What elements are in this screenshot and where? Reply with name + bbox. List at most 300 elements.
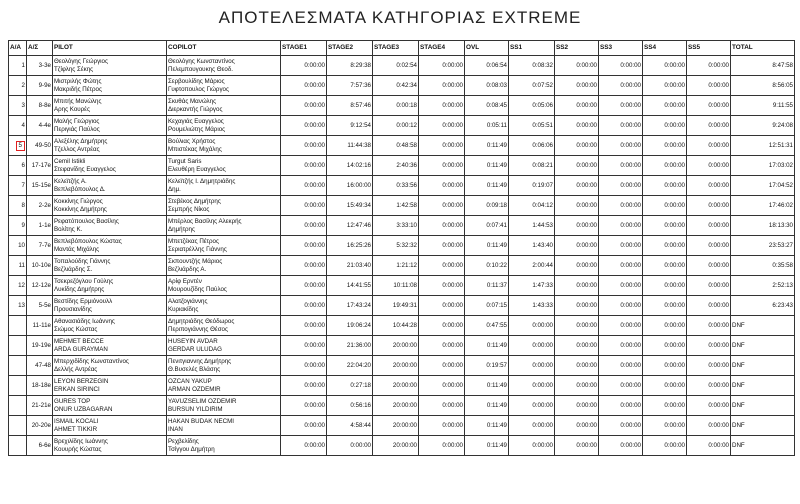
cell-aa: 7 (9, 176, 27, 196)
cell-total: 9:11:55 (731, 96, 795, 116)
table-row (9, 96, 795, 116)
cell-copilot (167, 156, 281, 176)
cell-aa: 10 (9, 236, 27, 256)
cell-stage2: 21:36:00 (327, 336, 373, 356)
cell-ss5: 0:00:00 (687, 116, 731, 136)
cell-stage2: 15:49:34 (327, 196, 373, 216)
cell-ss2: 0:00:00 (555, 176, 599, 196)
pilot-name: Μαντάς Μιχάλης (54, 245, 100, 253)
cell-stage4: 0:00:00 (419, 316, 465, 336)
table-row (9, 336, 795, 356)
cell-stage1: 0:00:00 (281, 236, 327, 256)
cell-ss5: 0:00:00 (687, 416, 731, 436)
cell-ss3: 0:00:00 (599, 136, 643, 156)
copilot-name: Περιπογιάννης Θέσος (168, 325, 228, 333)
table-row (9, 136, 795, 156)
cell-pilot (53, 416, 167, 436)
cell-ss2: 0:00:00 (555, 236, 599, 256)
cell-total: 2:52:13 (731, 276, 795, 296)
cell-stage1: 0:00:00 (281, 336, 327, 356)
cell-stage3: 0:33:56 (373, 176, 419, 196)
pilot-name: Τζελλος Αντρέας (54, 145, 100, 153)
cell-as: 15-15e (27, 176, 53, 196)
copilot-name: Διερκαντής Γιώργος (168, 105, 223, 113)
cell-aa: 6 (9, 156, 27, 176)
copilot-name: Μουρουζίδης Παύλος (168, 285, 227, 293)
pilot-name: Μπιτής Μανώλης (54, 98, 102, 106)
copilot-name: Βεζλιάρδης Α. (168, 265, 207, 273)
cell-ss2: 0:00:00 (555, 56, 599, 76)
cell-pilot (53, 396, 167, 416)
cell-copilot (167, 76, 281, 96)
pilot-name: Στεφανίδης Ευαγγελος (54, 165, 116, 173)
cell-ss2: 0:00:00 (555, 156, 599, 176)
cell-ovl: 0:11:49 (465, 176, 509, 196)
cell-ss5: 0:00:00 (687, 196, 731, 216)
cell-ss1: 0:05:06 (509, 96, 555, 116)
cell-copilot (167, 416, 281, 436)
cell-total: DNF (731, 416, 795, 436)
cell-ss1: 0:07:52 (509, 76, 555, 96)
header-ss1: SS1 (509, 41, 555, 56)
header-copilot: COPILOT (167, 41, 281, 56)
pilot-name: Βολίτης Κ. (54, 225, 83, 233)
copilot-name: Κελεϊτζής Ι. Δημητριάδης (168, 178, 236, 186)
cell-aa (9, 136, 27, 156)
cell-ss4: 0:00:00 (643, 336, 687, 356)
table-row (9, 196, 795, 216)
cell-ss1: 0:08:32 (509, 56, 555, 76)
copilot-name: Δημητριάδης Θεόδωρος (168, 318, 235, 326)
cell-ss3: 0:00:00 (599, 296, 643, 316)
cell-stage2: 8:57:46 (327, 96, 373, 116)
cell-as: 7-7e (27, 236, 53, 256)
cell-ovl: 0:07:41 (465, 216, 509, 236)
copilot-name: GERDAR ULUDAG (168, 345, 222, 353)
cell-ss4: 0:00:00 (643, 236, 687, 256)
cell-ss5: 0:00:00 (687, 136, 731, 156)
table-row (9, 216, 795, 236)
cell-ss4: 0:00:00 (643, 56, 687, 76)
cell-ss4: 0:00:00 (643, 116, 687, 136)
cell-copilot (167, 316, 281, 336)
cell-ovl: 0:19:57 (465, 356, 509, 376)
cell-stage2: 4:58:44 (327, 416, 373, 436)
cell-stage3: 5:32:32 (373, 236, 419, 256)
cell-stage2: 0:56:16 (327, 396, 373, 416)
pilot-name: Μιστριλής Φώτης (54, 78, 102, 86)
cell-ovl: 0:11:49 (465, 396, 509, 416)
cell-stage4: 0:00:00 (419, 436, 465, 456)
header-ss4: SS4 (643, 41, 687, 56)
cell-pilot (53, 436, 167, 456)
copilot-name: Κεχαγιάς Ευαγγελος (168, 118, 224, 126)
copilot-name: Ελευθέρη Ευαγγελος (168, 165, 226, 173)
copilot-name: OZCAN YAKUP (168, 378, 212, 386)
cell-stage3: 20:00:00 (373, 336, 419, 356)
cell-aa (9, 416, 27, 436)
cell-ss5: 0:00:00 (687, 436, 731, 456)
cell-stage3: 2:40:36 (373, 156, 419, 176)
cell-stage3: 3:33:10 (373, 216, 419, 236)
copilot-name: Αρίφ Ερντέν (168, 278, 202, 286)
cell-ss2: 0:00:00 (555, 136, 599, 156)
cell-total: 9:24:08 (731, 116, 795, 136)
cell-stage3: 20:00:00 (373, 436, 419, 456)
cell-ss1: 2:00:44 (509, 256, 555, 276)
cell-total: 8:47:58 (731, 56, 795, 76)
cell-aa (9, 376, 27, 396)
header-stage1: STAGE1 (281, 41, 327, 56)
pilot-name: Θεολόγης Γεώργιος (54, 58, 108, 66)
cell-stage4: 0:00:00 (419, 96, 465, 116)
cell-ss3: 0:00:00 (599, 356, 643, 376)
cell-stage4: 0:00:00 (419, 236, 465, 256)
cell-ss5: 0:00:00 (687, 336, 731, 356)
cell-ss1: 0:08:21 (509, 156, 555, 176)
cell-stage1: 0:00:00 (281, 416, 327, 436)
cell-copilot (167, 396, 281, 416)
cell-as: 1-1e (27, 216, 53, 236)
cell-ss5: 0:00:00 (687, 296, 731, 316)
cell-ss1: 0:04:12 (509, 196, 555, 216)
cell-copilot (167, 136, 281, 156)
cell-as: 11-11e (27, 316, 53, 336)
cell-copilot (167, 216, 281, 236)
cell-stage1: 0:00:00 (281, 56, 327, 76)
cell-ss4: 0:00:00 (643, 436, 687, 456)
cell-stage4: 0:00:00 (419, 156, 465, 176)
pilot-name: Cemil Istikli (54, 158, 86, 166)
cell-copilot (167, 56, 281, 76)
cell-stage4: 0:00:00 (419, 256, 465, 276)
cell-stage4: 0:00:00 (419, 376, 465, 396)
cell-stage3: 20:00:00 (373, 356, 419, 376)
cell-ss4: 0:00:00 (643, 256, 687, 276)
cell-stage3: 1:21:12 (373, 256, 419, 276)
table-row (9, 316, 795, 336)
cell-aa (9, 316, 27, 336)
copilot-name: Θεολόγης Κωνσταντίνος (168, 58, 235, 66)
cell-total: DNF (731, 436, 795, 456)
header-ovl: OVL (465, 41, 509, 56)
cell-ss1: 0:00:00 (509, 336, 555, 356)
cell-ovl: 0:07:15 (465, 296, 509, 316)
cell-ss3: 0:00:00 (599, 396, 643, 416)
cell-stage2: 22:04:20 (327, 356, 373, 376)
cell-stage1: 0:00:00 (281, 156, 327, 176)
cell-ss3: 0:00:00 (599, 416, 643, 436)
copilot-name: Σεμπρής Νίκος (168, 205, 210, 213)
copilot-name: Γυφτοπουλος Γιώργος (168, 85, 229, 93)
table-row (9, 116, 795, 136)
copilot-name: INAN (168, 425, 183, 433)
table-row (9, 76, 795, 96)
cell-ovl: 0:11:37 (465, 276, 509, 296)
cell-stage1: 0:00:00 (281, 96, 327, 116)
cell-ss1: 0:19:07 (509, 176, 555, 196)
cell-stage2: 0:00:00 (327, 436, 373, 456)
cell-stage3: 20:00:00 (373, 416, 419, 436)
pilot-name: Αλεξέλης Δημήτρης (54, 138, 108, 146)
header-stage2: STAGE2 (327, 41, 373, 56)
cell-stage3: 0:00:18 (373, 96, 419, 116)
table-row (9, 436, 795, 456)
cell-stage3: 20:00:00 (373, 376, 419, 396)
table-row (9, 156, 795, 176)
cell-stage1: 0:00:00 (281, 396, 327, 416)
table-header-row (9, 41, 795, 56)
cell-total: 17:04:52 (731, 176, 795, 196)
cell-ss1: 0:00:00 (509, 396, 555, 416)
cell-as: 10-10e (27, 256, 53, 276)
cell-copilot (167, 256, 281, 276)
cell-aa: 12 (9, 276, 27, 296)
pilot-name: Κουυρής Κώστας (54, 445, 102, 453)
copilot-name: Πενιτγιαννης Δημήτρης (168, 358, 232, 366)
copilot-name: Μπετζέκας Πέτρος (168, 238, 219, 246)
pilot-name: ERKAN SIRINCI (54, 385, 100, 393)
cell-ss4: 0:00:00 (643, 76, 687, 96)
cell-aa: 1 (9, 56, 27, 76)
cell-ovl: 0:47:55 (465, 316, 509, 336)
cell-ss2: 0:00:00 (555, 256, 599, 276)
copilot-name: HAKAN BUDAK NECMI (168, 418, 235, 426)
cell-ovl: 0:11:49 (465, 416, 509, 436)
cell-stage1: 0:00:00 (281, 76, 327, 96)
header-stage4: STAGE4 (419, 41, 465, 56)
cell-total: DNF (731, 356, 795, 376)
cell-stage3: 20:00:00 (373, 396, 419, 416)
cell-ovl: 0:11:49 (465, 136, 509, 156)
table-row (9, 56, 795, 76)
table-row (9, 296, 795, 316)
cell-ss4: 0:00:00 (643, 196, 687, 216)
cell-total: DNF (731, 336, 795, 356)
cell-copilot (167, 236, 281, 256)
cell-ss3: 0:00:00 (599, 176, 643, 196)
pilot-name: Ρεφατόπουλος Βασίλης (54, 218, 119, 226)
copilot-name: Σκπουντζής Μάριος (168, 258, 223, 266)
cell-ss3: 0:00:00 (599, 56, 643, 76)
cell-as: 47-48 (27, 356, 53, 376)
pilot-name: ISMAIL KOCALI (54, 418, 99, 426)
cell-ss5: 0:00:00 (687, 156, 731, 176)
cell-as: 49-50 (27, 136, 53, 156)
cell-stage4: 0:00:00 (419, 336, 465, 356)
cell-ss2: 0:00:00 (555, 196, 599, 216)
pilot-name: Μπερχιδίδης Κωνσταντίνος (54, 358, 129, 366)
table-row (9, 176, 795, 196)
cell-stage3: 0:02:54 (373, 56, 419, 76)
copilot-name: Μπέρλος Βασίλης Αλεκρής (168, 218, 242, 226)
cell-ss3: 0:00:00 (599, 316, 643, 336)
cell-ovl: 0:05:11 (465, 116, 509, 136)
copilot-name: Στεβέκος Δημήτρης (168, 198, 221, 206)
cell-stage2: 17:43:24 (327, 296, 373, 316)
cell-copilot (167, 276, 281, 296)
cell-stage3: 10:44:28 (373, 316, 419, 336)
cell-ss4: 0:00:00 (643, 96, 687, 116)
copilot-name: Θ.Βυσελές Βλάσης (168, 365, 221, 373)
cell-ss5: 0:00:00 (687, 276, 731, 296)
cell-stage3: 0:00:12 (373, 116, 419, 136)
table-row (9, 236, 795, 256)
cell-ss5: 0:00:00 (687, 216, 731, 236)
copilot-name: Δημ. (168, 185, 181, 193)
table-row (9, 276, 795, 296)
pilot-name: Μακριδής Πέτρος (54, 85, 102, 93)
header-ss3: SS3 (599, 41, 643, 56)
pilot-name: Βεπλεβόπουλος Δ. (54, 185, 106, 193)
cell-stage3: 19:49:31 (373, 296, 419, 316)
cell-ss1: 0:00:00 (509, 316, 555, 336)
copilot-name: Σερβουλίδης Μάριος (168, 78, 225, 86)
copilot-name: Δημήτρης (168, 225, 195, 233)
cell-stage2: 19:06:24 (327, 316, 373, 336)
cell-ovl: 0:11:49 (465, 236, 509, 256)
copilot-name: ARMAN OZDEMIR (168, 385, 221, 393)
cell-ss3: 0:00:00 (599, 236, 643, 256)
cell-stage4: 0:00:00 (419, 76, 465, 96)
cell-stage2: 14:02:16 (327, 156, 373, 176)
cell-pilot (53, 316, 167, 336)
copilot-name: Βούλιας Χρήστος (168, 138, 216, 146)
cell-ss1: 1:44:53 (509, 216, 555, 236)
cell-ss5: 0:00:00 (687, 56, 731, 76)
pilot-name: MEHMET BECCE (54, 338, 104, 346)
cell-ss3: 0:00:00 (599, 156, 643, 176)
header-aa: A/A (9, 41, 27, 56)
cell-ss4: 0:00:00 (643, 416, 687, 436)
cell-stage4: 0:00:00 (419, 276, 465, 296)
cell-ovl: 0:11:49 (465, 436, 509, 456)
cell-ovl: 0:08:45 (465, 96, 509, 116)
cell-as: 5-5e (27, 296, 53, 316)
pilot-name: Κελεϊτζής Α. (54, 178, 87, 186)
cell-stage1: 0:00:00 (281, 356, 327, 376)
cell-pilot (53, 296, 167, 316)
cell-stage3: 1:42:58 (373, 196, 419, 216)
cell-as: 21-21e (27, 396, 53, 416)
cell-aa (9, 336, 27, 356)
cell-stage2: 12:47:46 (327, 216, 373, 236)
cell-ss2: 0:00:00 (555, 216, 599, 236)
cell-ss2: 0:00:00 (555, 116, 599, 136)
cell-ss3: 0:00:00 (599, 276, 643, 296)
cell-pilot (53, 376, 167, 396)
cell-ss3: 0:00:00 (599, 96, 643, 116)
cell-copilot (167, 196, 281, 216)
cell-stage4: 0:00:00 (419, 416, 465, 436)
cell-as: 4-4e (27, 116, 53, 136)
cell-copilot (167, 336, 281, 356)
copilot-name: HUSEYIN AVDAR (168, 338, 218, 346)
pilot-name: Βρεχιλίδης Ιωάννης (54, 438, 108, 446)
cell-ss2: 0:00:00 (555, 276, 599, 296)
cell-pilot (53, 156, 167, 176)
cell-ovl: 0:11:49 (465, 376, 509, 396)
pilot-name: Μαλής Γεώργιος (54, 118, 100, 126)
cell-ss5: 0:00:00 (687, 316, 731, 336)
cell-stage4: 0:00:00 (419, 196, 465, 216)
cell-ss4: 0:00:00 (643, 276, 687, 296)
copilot-name: Πελεμπουγουκης Θεοδ. (168, 65, 233, 73)
cell-ovl: 0:11:49 (465, 156, 509, 176)
cell-ss5: 0:00:00 (687, 256, 731, 276)
cell-aa: 3 (9, 96, 27, 116)
cell-ss4: 0:00:00 (643, 316, 687, 336)
cell-stage2: 0:27:18 (327, 376, 373, 396)
cell-as: 19-19e (27, 336, 53, 356)
cell-as: 17-17e (27, 156, 53, 176)
cell-copilot (167, 96, 281, 116)
pilot-name: Προυσιανίδης (54, 305, 92, 313)
cell-copilot (167, 176, 281, 196)
cell-ss5: 0:00:00 (687, 96, 731, 116)
cell-ss4: 0:00:00 (643, 296, 687, 316)
pilot-name: Κοκκίνης Γιώργος (54, 198, 103, 206)
copilot-name: Τσίγγου Δημήτρη (168, 445, 215, 453)
cell-pilot (53, 356, 167, 376)
cell-total: 18:13:30 (731, 216, 795, 236)
cell-ovl: 0:06:54 (465, 56, 509, 76)
cell-pilot (53, 116, 167, 136)
cell-as: 6-6e (27, 436, 53, 456)
cell-pilot (53, 76, 167, 96)
cell-total: DNF (731, 316, 795, 336)
cell-ss2: 0:00:00 (555, 296, 599, 316)
header-ss2: SS2 (555, 41, 599, 56)
cell-ss1: 0:00:00 (509, 356, 555, 376)
cell-aa (9, 396, 27, 416)
cell-copilot (167, 436, 281, 456)
copilot-name: Ρεχβελίδης (168, 438, 199, 446)
cell-ss1: 0:00:00 (509, 416, 555, 436)
pilot-name: Τοπαλούδης Γιάννης (54, 258, 111, 266)
cell-as: 2-2e (27, 196, 53, 216)
cell-ss5: 0:00:00 (687, 76, 731, 96)
copilot-name: Turgut Saris (168, 158, 202, 166)
cell-stage4: 0:00:00 (419, 396, 465, 416)
cell-stage2: 16:00:00 (327, 176, 373, 196)
cell-ss4: 0:00:00 (643, 176, 687, 196)
header-as: A/Σ (27, 41, 53, 56)
cell-aa (9, 436, 27, 456)
cell-ss5: 0:00:00 (687, 376, 731, 396)
cell-ovl: 0:08:03 (465, 76, 509, 96)
cell-ss4: 0:00:00 (643, 216, 687, 236)
cell-stage2: 11:44:38 (327, 136, 373, 156)
cell-ss4: 0:00:00 (643, 396, 687, 416)
cell-ss3: 0:00:00 (599, 216, 643, 236)
cell-stage2: 9:12:54 (327, 116, 373, 136)
cell-total: 12:51:31 (731, 136, 795, 156)
cell-ss1: 1:43:40 (509, 236, 555, 256)
cell-ss3: 0:00:00 (599, 76, 643, 96)
cell-ss1: 1:43:33 (509, 296, 555, 316)
copilot-name: Αλατζογιάννης (168, 298, 208, 306)
cell-as: 8-8e (27, 96, 53, 116)
cell-aa: 13 (9, 296, 27, 316)
cell-ss2: 0:00:00 (555, 96, 599, 116)
copilot-name: Σκυθάς Μανώλης (168, 98, 217, 106)
cell-aa: 2 (9, 76, 27, 96)
cell-ss2: 0:00:00 (555, 376, 599, 396)
cell-ovl: 0:10:22 (465, 256, 509, 276)
cell-total: 23:53:27 (731, 236, 795, 256)
cell-stage4: 0:00:00 (419, 56, 465, 76)
